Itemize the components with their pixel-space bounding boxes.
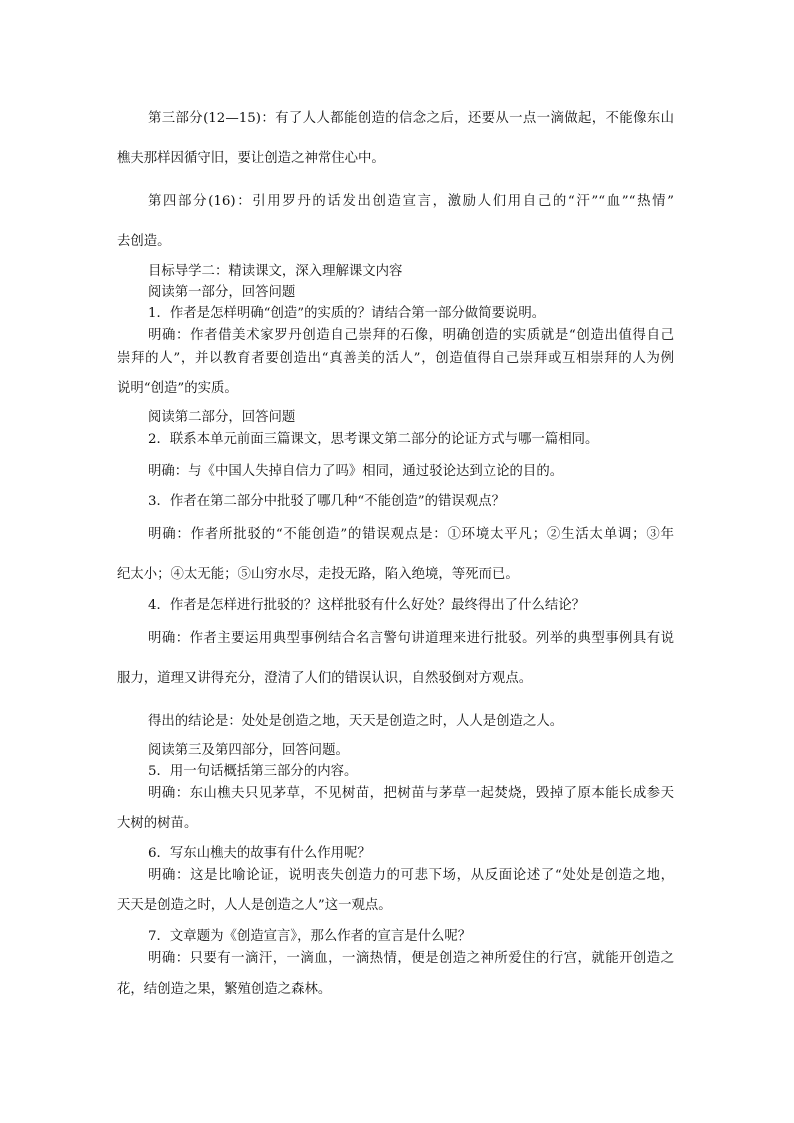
paragraph-part3-line1: 第三部分(12—15)：有了人人都能创造的信念之后，还要从一点一滴做起，不能像东山 [148,111,674,126]
question-1: 1．作者是怎样明确“创造”的实质的？请结合第一部分做简要说明。 [148,306,546,321]
answer-4-line2: 服力，道理又讲得充分，澄清了人们的错误认识，自然驳倒对方观点。 [117,671,533,686]
question-7: 7．文章题为《创造宣言》，那么作者的宣言是什么呢？ [148,929,472,944]
answer-6-line2: 天天是创造之时，人人是创造之人”这一观点。 [117,898,392,913]
read-part2-heading: 阅读第二部分，回答问题 [148,410,296,425]
question-5: 5．用一句话概括第三部分的内容。 [148,764,358,779]
answer-3-line2: 纪太小；④太无能；⑤山穷水尽，走投无路，陷入绝境，等死而已。 [117,567,519,582]
question-4: 4．作者是怎样进行批驳的？这样批驳有什么好处？最终得出了什么结论？ [148,598,586,613]
answer-2: 明确：与《中国人失掉自信力了吗》相同，通过驳论达到立论的目的。 [148,464,564,479]
answer-4-line1: 明确：作者主要运用典型事例结合名言警句讲道理来进行批驳。列举的典型事例具有说 [148,631,674,646]
paragraph-part4-line1: 第四部分(16)：引用罗丹的话发出创造宣言，激励人们用自己的“汗”“血”“热情” [148,194,674,209]
answer-1-line2: 崇拜的人”，并以教育者要创造出“真善美的活人”，创造值得自己崇拜或互相崇拜的人为例 [117,351,674,366]
question-2: 2．联系本单元前面三篇课文，思考课文第二部分的论证方式与哪一篇相同。 [148,432,599,447]
read-part1-heading: 阅读第一部分，回答问题 [148,285,296,300]
read-part3-4-heading: 阅读第三及第四部分，回答问题。 [148,743,349,758]
answer-5-line2: 大树的树苗。 [117,816,198,831]
answer-5-line1: 明确：东山樵夫只见茅草，不见树苗，把树苗与茅草一起焚烧，毁掉了原本能长成参天 [148,786,674,801]
answer-3-line1: 明确：作者所批驳的“不能创造”的错误观点是：①环境太平凡；②生活太单调；③年 [148,527,674,542]
paragraph-part4-line2: 去创造。 [117,234,171,249]
answer-7-line1: 明确：只要有一滴汗，一滴血，一滴热情，便是创造之神所爱住的行宫，就能开创造之 [148,951,674,966]
section-heading-goal2: 目标导学二：精读课文，深入理解课文内容 [148,264,403,279]
question-6: 6．写东山樵夫的故事有什么作用呢？ [148,846,371,861]
answer-6-line1: 明确：这是比喻论证，说明丧失创造力的可悲下场，从反面论述了“处处是创造之地， [148,868,674,883]
answer-1-line1: 明确：作者借美术家罗丹创造自己崇拜的石像，明确创造的实质就是“创造出值得自己 [148,328,674,343]
answer-1-line3: 说明“创造”的实质。 [117,381,238,396]
question-3: 3．作者在第二部分中批驳了哪几种“不能创造”的错误观点？ [148,494,505,509]
answer-7-line2: 花，结创造之果，繁殖创造之森林。 [117,982,332,997]
answer-4-conclusion: 得出的结论是：处处是创造之地，天天是创造之时，人人是创造之人。 [148,714,564,729]
paragraph-part3-line2: 樵夫那样因循守旧，要让创造之神常住心中。 [117,151,385,166]
